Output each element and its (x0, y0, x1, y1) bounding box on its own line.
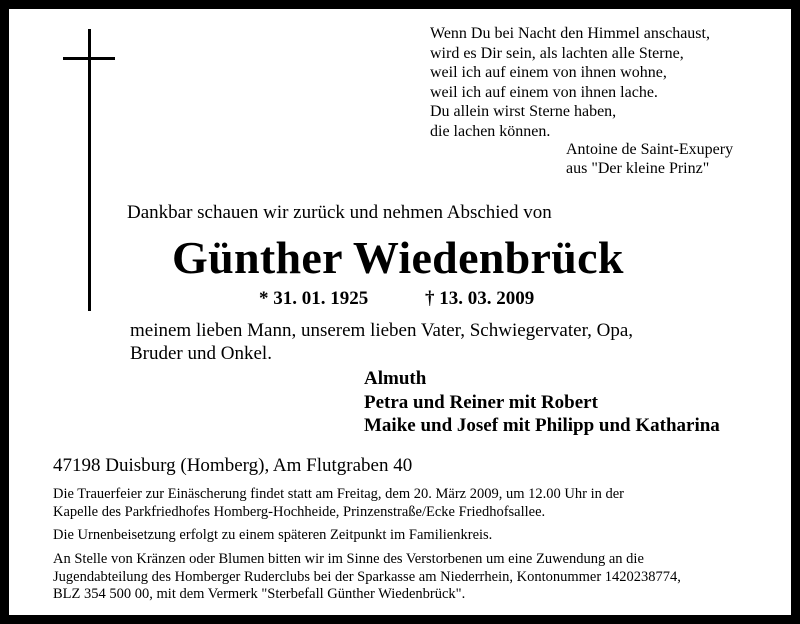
mourners-list (364, 367, 720, 438)
paragraph-line: Die Trauerfeier zur Einäscherung findet statt am Freitag, dem 20. März 2009, um 12.00 Uhr in der (53, 486, 624, 502)
quote-attribution (566, 140, 733, 178)
relation-text (130, 319, 770, 365)
quote-line: Du allein wirst Sterne haben, (430, 103, 617, 120)
quote-author: Antoine de Saint-Exupery (566, 141, 734, 158)
relation-line: Bruder und Onkel. (130, 343, 272, 364)
address: 47198 Duisburg (Homberg), Am Flutgraben 40 (53, 455, 413, 476)
quote-block (430, 24, 785, 141)
intro-text: Dankbar schauen wir zurück und nehmen Abschied von (127, 202, 552, 223)
relation-line: meinem lieben Mann, unserem lieben Vater, Schwiegervater, Opa, (130, 320, 634, 341)
deceased-name: Günther Wiedenbrück (172, 232, 624, 283)
mourner: Almuth (364, 368, 427, 389)
quote-line: wird es Dir sein, als lachten alle Sterne, (430, 44, 684, 62)
paragraph-line: Jugendabteilung des Homberger Ruderclubs bei der Sparkasse am Niederrhein, Kontonummer 1420238774, (53, 568, 681, 585)
obituary-notice (9, 9, 791, 615)
quote-line: weil ich auf einem von ihnen lache. (430, 83, 658, 101)
mourner: Petra und Reiner mit Robert (364, 391, 598, 413)
cross-icon-beam (63, 57, 115, 60)
quote-line: Wenn Du bei Nacht den Himmel anschaust, (430, 25, 710, 42)
paragraph-line: Die Urnenbeisetzung erfolgt zu einem späteren Zeitpunkt im Familienkreis. (53, 527, 493, 543)
paragraph-line: An Stelle von Kränzen oder Blumen bitten wir im Sinne des Verstorbenen um eine Zuwendung an die (53, 551, 644, 567)
donation-info (53, 551, 783, 604)
quote-line: die lachen können. (430, 122, 551, 140)
funeral-info (53, 486, 783, 521)
cross-icon (88, 29, 91, 311)
quote-source: aus "Der kleine Prinz" (566, 160, 710, 177)
birth-date: * 31. 01. 1925 (259, 288, 369, 309)
urn-burial-info (53, 527, 783, 545)
quote-line: weil ich auf einem von ihnen wohne, (430, 64, 667, 81)
death-date: † 13. 03. 2009 (425, 288, 535, 309)
paragraph-line: Kapelle des Parkfriedhofes Homberg-Hochheide, Prinzenstraße/Ecke Friedhofsallee. (53, 503, 546, 520)
mourner: Maike und Josef mit Philipp und Katharina (364, 415, 720, 436)
paragraph-line: BLZ 354 500 00, mit dem Vermerk "Sterbefall Günther Wiedenbrück". (53, 586, 466, 602)
